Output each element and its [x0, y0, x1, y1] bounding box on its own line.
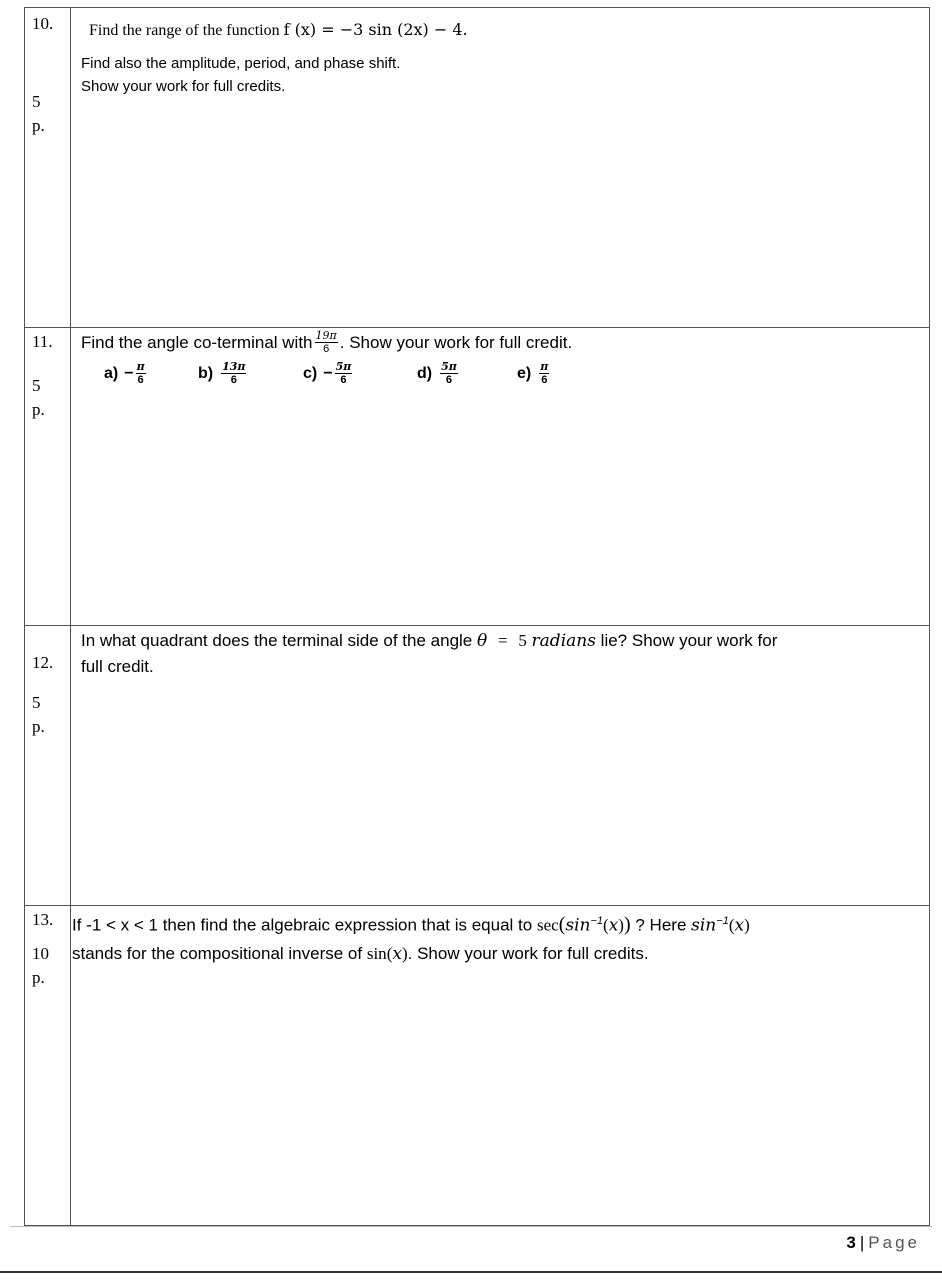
question-13-number-cell: [25, 906, 71, 1226]
question-10-number: 10.: [32, 14, 54, 33]
question-10-line-amplitude: Find also the amplitude, period, and phase shift.: [81, 55, 401, 72]
question-11-number-cell: [25, 328, 71, 626]
question-13-number: 13.: [32, 910, 54, 929]
footer-divider: [10, 1226, 932, 1227]
choice-b[interactable]: b) $\frac{13\pi}{6}$: [198, 360, 246, 386]
question-10-number-cell: [25, 8, 71, 328]
question-11-fraction: $\frac{19\pi}{6}$: [315, 329, 337, 355]
question-11-prompt: Find the angle co-terminal with $\frac{19\pi}{6}$ . Show your work for full credit.: [81, 329, 573, 355]
question-10-prompt: Find the range of the function f (x) = −3 sin (2x) − 4.: [89, 20, 468, 39]
choice-a[interactable]: a) − $\frac{\pi}{6}$: [104, 360, 145, 386]
footer-separator: |: [859, 1233, 865, 1252]
question-10-content: [71, 8, 930, 328]
question-13-content: [71, 906, 930, 1226]
page-number: 3: [846, 1233, 856, 1252]
choice-d[interactable]: d) $\frac{5\pi}{6}$: [417, 360, 457, 386]
question-10-points-unit: p.: [32, 116, 45, 135]
question-12-number: 12.: [32, 653, 54, 672]
question-13-points: 10: [32, 944, 49, 963]
question-12-number-cell: [25, 626, 71, 906]
question-10-points: 5: [32, 92, 41, 111]
question-13-row: [25, 906, 930, 1226]
question-11-points-unit: p.: [32, 400, 45, 419]
page-word: Page: [868, 1233, 920, 1252]
question-11-row: [25, 328, 930, 626]
page-bottom-rule: [0, 1271, 942, 1273]
question-11-points: 5: [32, 376, 41, 395]
question-12-content: [71, 626, 930, 906]
question-12-row: [25, 626, 930, 906]
question-12-points-unit: p.: [32, 717, 45, 736]
exam-questions-table: [24, 7, 930, 1226]
question-13-prompt: If -1 < x < 1 then find the algebraic expression that is equal to $\sec(\sin^{-1}(x))$ ? Here $\sin^{-1}(x)$ stands for the compositional inverse of sin(x). Show your work for full credits.: [72, 913, 750, 964]
question-10-row: [25, 8, 930, 328]
question-13-points-unit: p.: [32, 968, 45, 987]
question-11-number: 11.: [32, 332, 53, 351]
question-12-prompt: In what quadrant does the terminal side of the angle θ = 5 radians lie? Show your work for full credit.: [81, 631, 778, 676]
question-10-function: f (x) = −3 sin (2x) − 4.: [283, 20, 468, 39]
question-12-points: 5: [32, 693, 41, 712]
choice-e[interactable]: e) $\frac{\pi}{6}$: [517, 360, 549, 386]
question-11-choices: [104, 361, 929, 386]
question-11-content: [71, 328, 930, 626]
page-footer: [846, 1233, 920, 1253]
question-10-line-show-work: Show your work for full credits.: [81, 78, 286, 95]
choice-c[interactable]: c) − $\frac{5\pi}{6}$: [303, 360, 352, 386]
